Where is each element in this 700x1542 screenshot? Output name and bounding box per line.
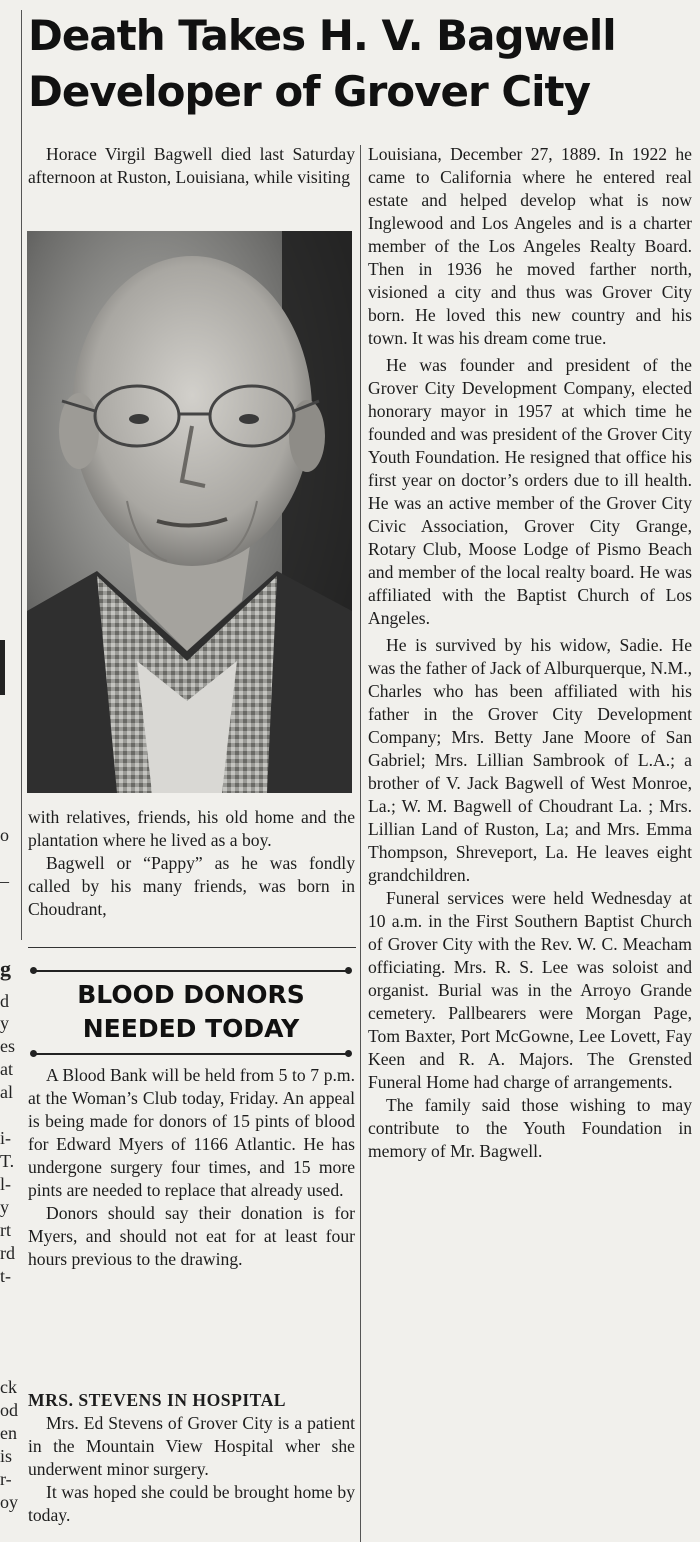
fragment-text: l- bbox=[0, 1174, 11, 1194]
blood-donors-heading-box bbox=[33, 969, 349, 1057]
fragment-text: o bbox=[0, 825, 9, 845]
box-corner-dot bbox=[345, 967, 352, 974]
stevens-paragraph: Mrs. Ed Stevens of Grover City is a patient in the Mountain View Hospital wher she underwent minor surgery. bbox=[28, 1413, 355, 1479]
headline bbox=[28, 8, 698, 120]
adjacent-column-fragment bbox=[0, 0, 20, 1542]
column-rule bbox=[360, 145, 361, 1542]
fragment-text: al bbox=[0, 1082, 13, 1102]
fragment-text: oy bbox=[0, 1492, 18, 1512]
article-col-a-top bbox=[28, 143, 355, 189]
headline-line-1: Death Takes H. V. Bagwell bbox=[28, 11, 616, 60]
box-top-rule bbox=[33, 970, 349, 972]
box-corner-dot bbox=[345, 1050, 352, 1057]
article-paragraph: Bagwell or “Pappy” as he was fondly called by his many friends, was born in Choudrant, bbox=[28, 853, 355, 919]
column-rule bbox=[21, 10, 22, 940]
box-corner-dot bbox=[30, 1050, 37, 1057]
fragment-text: en bbox=[0, 1423, 17, 1443]
fragment-text: y bbox=[0, 1197, 9, 1217]
fragment-text: d bbox=[0, 991, 9, 1011]
portrait-illustration bbox=[27, 231, 352, 793]
article-col-a-bottom bbox=[28, 806, 355, 921]
blood-donors-title-2: NEEDED TODAY bbox=[82, 1014, 300, 1043]
box-corner-dot bbox=[30, 967, 37, 974]
fragment-text: is bbox=[0, 1446, 13, 1466]
headline-line-2: Developer of Grover City bbox=[28, 67, 591, 116]
fragment-text: ck bbox=[0, 1377, 17, 1397]
fragment-text: od bbox=[0, 1400, 18, 1420]
blood-donors-body bbox=[28, 1064, 355, 1271]
fragment-text: at bbox=[0, 1059, 13, 1079]
fragment-bar bbox=[0, 640, 5, 695]
article-paragraph: Horace Virgil Bagwell died last Saturday afternoon at Ruston, Louisiana, while visiting bbox=[28, 144, 355, 187]
stevens-item bbox=[28, 1389, 355, 1527]
portrait-photo bbox=[27, 231, 352, 793]
blood-donors-paragraph: A Blood Bank will be held from 5 to 7 p.m. at the Woman’s Club today, Friday. An appeal is being made for donors of 15 pints of blood for Edward Myers of 1166 Atlantic. He has undergone surgery four times, and 15 more pints are needed to replace that already used. bbox=[28, 1065, 355, 1200]
fragment-text: es bbox=[0, 1036, 15, 1056]
blood-donors-paragraph: Donors should say their donation is for Myers, and should not eat for at least four hours previous to the drawing. bbox=[28, 1203, 355, 1269]
stevens-heading: MRS. STEVENS IN HOSPITAL bbox=[28, 1390, 287, 1410]
fragment-text: T. bbox=[0, 1151, 15, 1171]
fragment-text: i- bbox=[0, 1128, 11, 1148]
box-bottom-rule bbox=[33, 1053, 349, 1055]
fragment-text: rt bbox=[0, 1220, 11, 1240]
article-paragraph: with relatives, friends, his old home and the plantation where he lived as a boy. bbox=[28, 807, 355, 850]
fragment-text: rd bbox=[0, 1243, 15, 1263]
fragment-text: g bbox=[0, 956, 11, 981]
article-paragraph: Funeral services were held Wednesday at 10 a.m. in the First Southern Baptist Church of Grover City with the Rev. W. C. Meacham officiating. Mrs. R. S. Lee was soloist and organist. Burial was in the Arroyo Grande cemetery. Pallbearers were Morgan Page, Tom Baxter, Port McGowne, Lee Lovett, Fay Keen and R. A. Majors. The Grensted Funeral Home had charge of arrangements. bbox=[368, 888, 692, 1092]
blood-donors-title-1: BLOOD DONORS bbox=[77, 980, 305, 1009]
section-rule bbox=[28, 947, 356, 948]
stevens-paragraph: It was hoped she could be brought home by today. bbox=[28, 1482, 355, 1525]
article-paragraph: Louisiana, December 27, 1889. In 1922 he came to California where he entered real estate and helped develop what is now Inglewood and Los Angeles and is a charter member of the Los Angeles Realty Board. Then in 1936 he moved farther north, visioned a city and thus was Grover City born. He loved this new country and his town. It was his dream come true. bbox=[368, 144, 692, 348]
fragment-text: – bbox=[0, 871, 9, 891]
article-paragraph: He was founder and president of the Grover City Development Company, elected honorary mayor in 1957 at which time he founded and was president of the Grover City Youth Foundation. He resigned that office his first year on doctor’s orders due to ill health. He was an active member of the Grover City Civic Association, Grover City Grange, Rotary Club, Moose Lodge of Pismo Beach and member of the local realty board. He was affiliated with the Baptist Church of Los Angeles. bbox=[368, 355, 692, 628]
fragment-text: t- bbox=[0, 1266, 11, 1286]
fragment-text: y bbox=[0, 1013, 9, 1033]
article-paragraph: The family said those wishing to may contribute to the Youth Foundation in memory of Mr. Bagwell. bbox=[368, 1095, 692, 1161]
article-col-b bbox=[368, 143, 692, 1163]
fragment-text: r- bbox=[0, 1469, 12, 1489]
article-paragraph: He is survived by his widow, Sadie. He was the father of Jack of Alburquerque, N.M., Charles who has been affiliated with his father in the Grover City Development Company; Mrs. Betty Jane Moore of San Gabriel; Mrs. Lillian Sambrook of L.A.; a brother of V. Jack Bagwell of West Monroe, La.; W. M. Bagwell of Choudrant La. ; Mrs. Lillian Land of Ruston, La; and Mrs. Emma Thompson, Shreveport, La. He leaves eight grandchildren. bbox=[368, 635, 692, 885]
